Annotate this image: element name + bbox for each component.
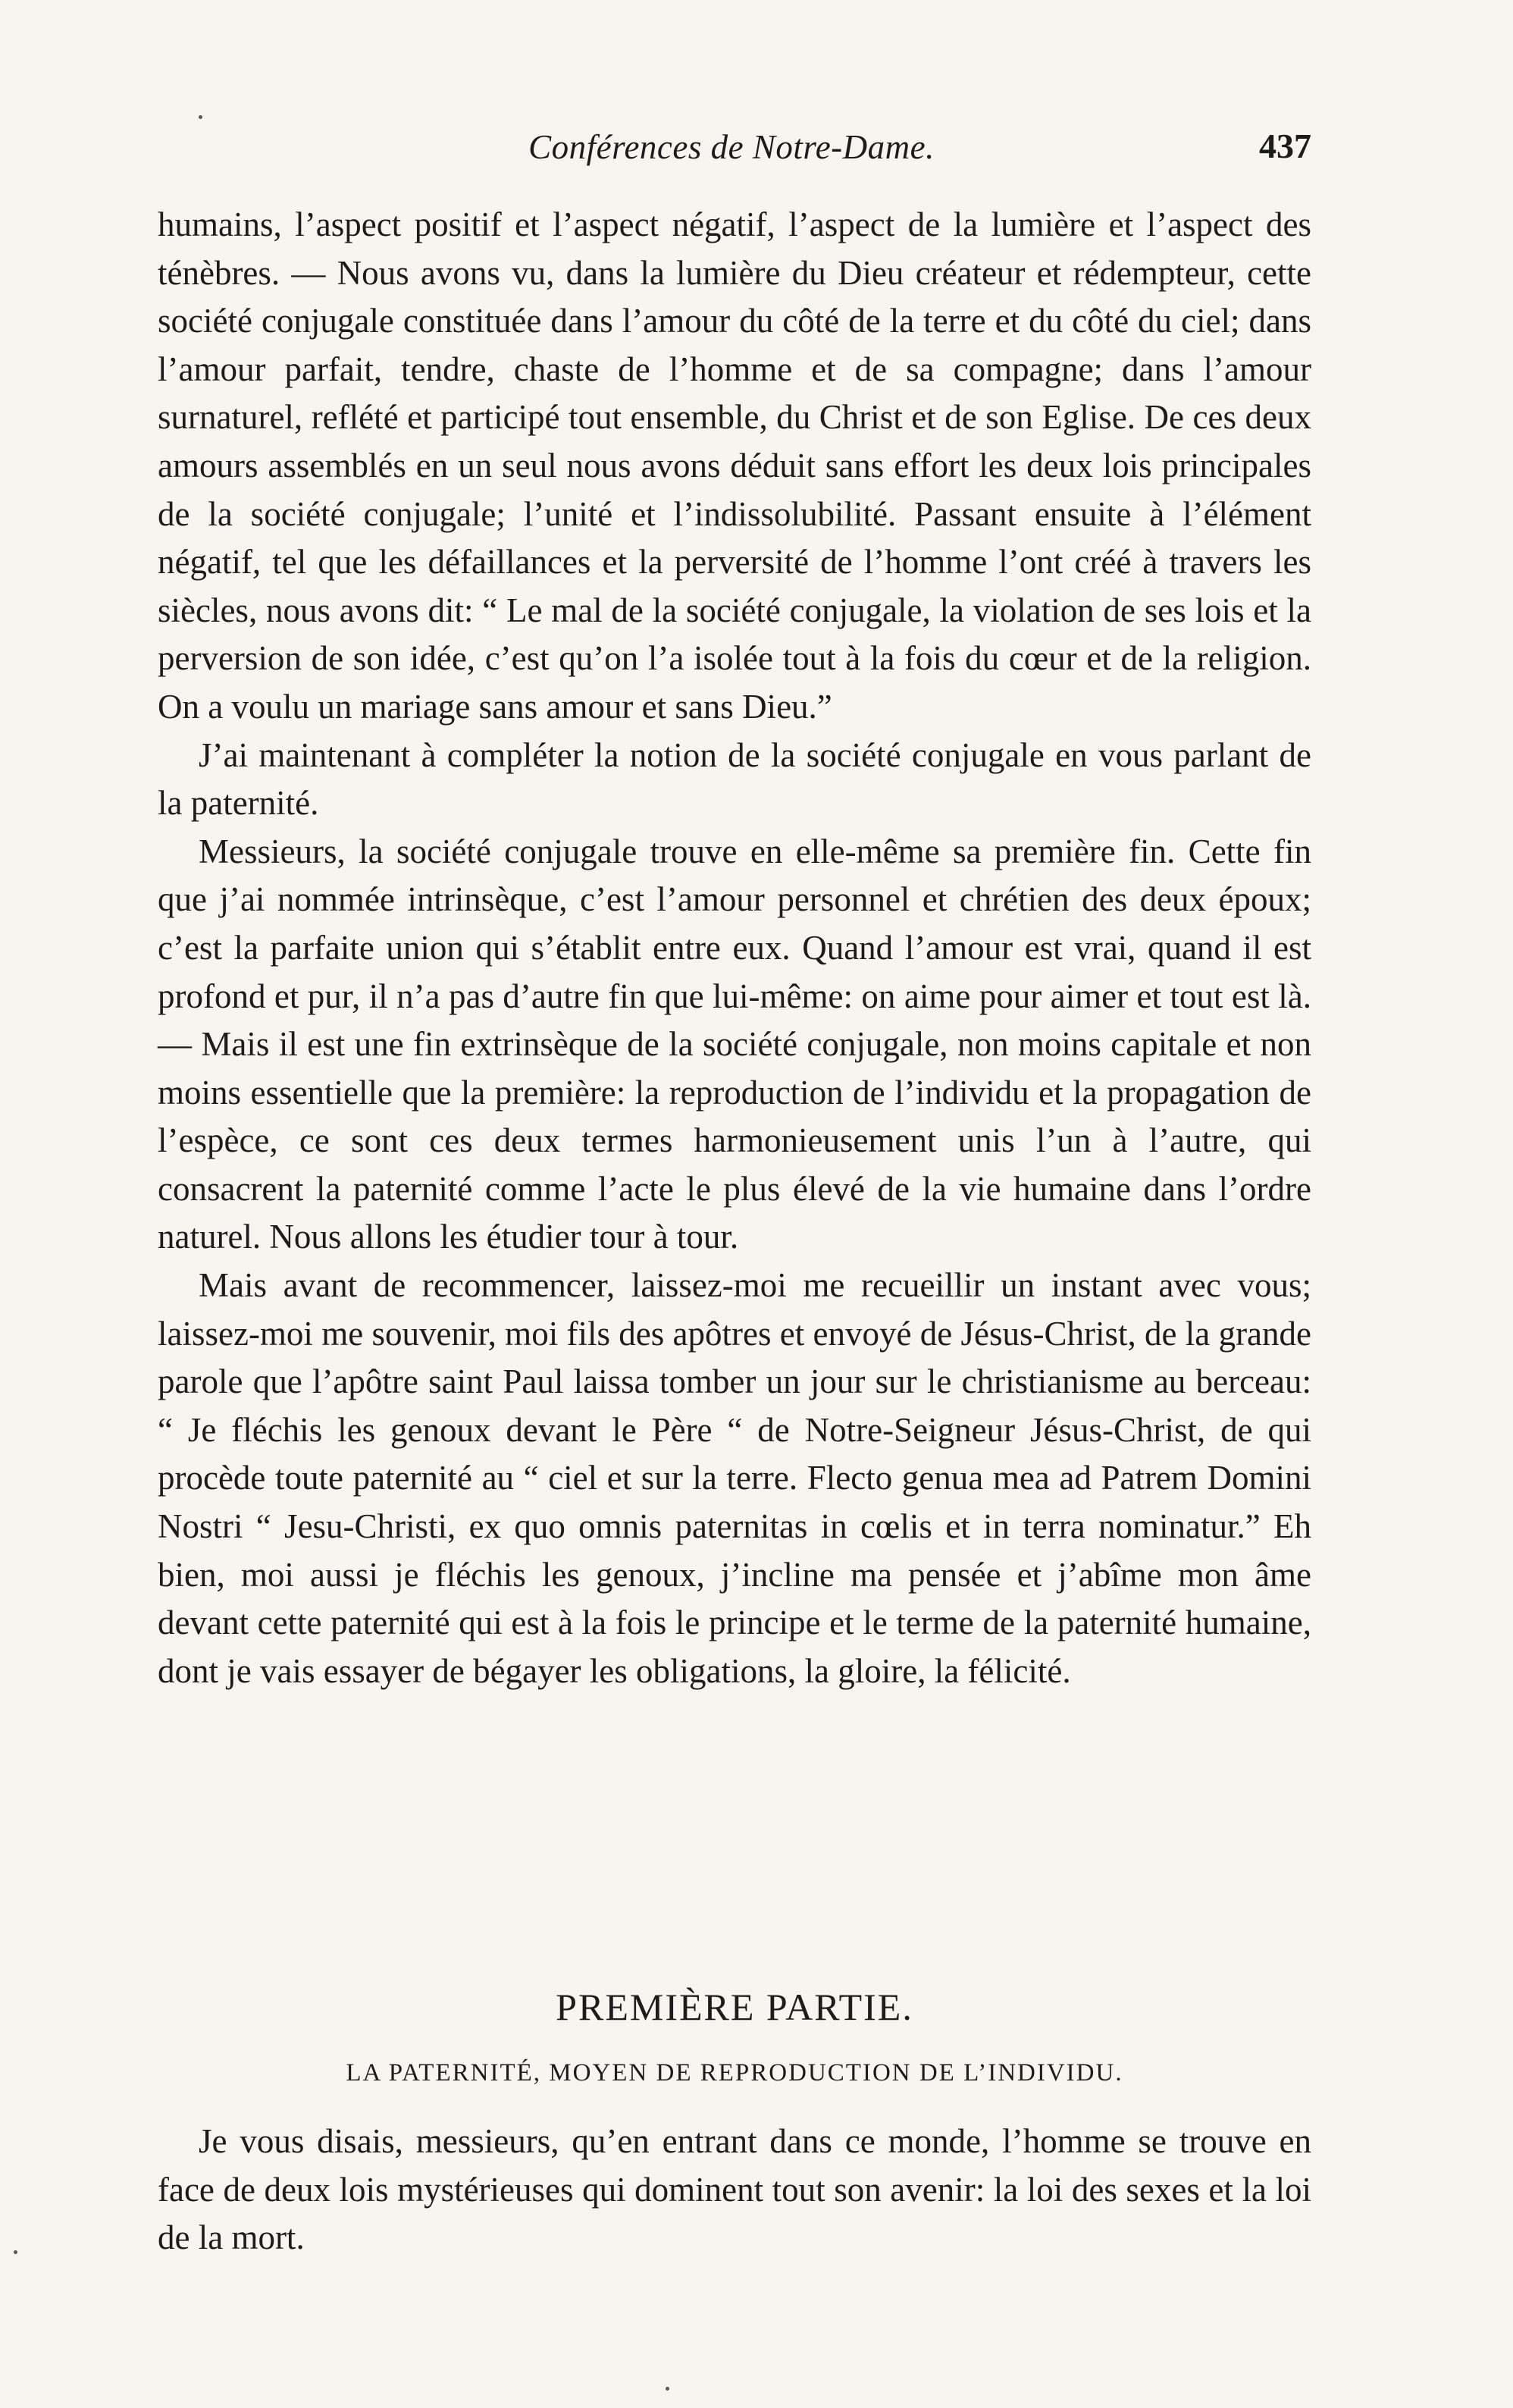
- running-title: Conférences de Notre-Dame.: [528, 128, 935, 166]
- paragraph-5: Je vous disais, messieurs, qu’en entrant dans ce monde, l’homme se trouve en face de deux lois mystérieuses qui dominent tout son avenir: la loi des sexes et la loi de la mort.: [158, 2122, 1311, 2257]
- print-speck: [199, 115, 202, 119]
- paragraph-4: Mais avant de recommencer, laissez-moi me recueillir un instant avec vous; laissez-moi me souvenir, moi fils des apôtres et envoyé de Jésus-Christ, de la grande parole que l’apôtre saint Paul laissa tomber un jour sur le christianisme au berceau: “ Je fléchis les genoux devant le Père “ de Notre-Seigneur Jésus-Christ, de qui procède toute paternité au “ ciel et sur la terre. Flecto genua mea ad Patrem Domini Nostri “ Jesu-Christi, ex quo omnis paternitas in cœlis et in terra nominatur.” Eh bien, moi aussi je fléchis les genoux, j’incline ma pensée et j’abîme mon âme devant cette paternité qui est à la fois le principe et le terme de la paternité humaine, dont je vais essayer de bégayer les obligations, la gloire, la félicité.: [158, 1266, 1311, 1690]
- print-speck: [14, 2250, 17, 2254]
- print-speck: [666, 2387, 669, 2391]
- section-subtitle: LA PATERNITÉ, MOYEN DE REPRODUCTION DE L’INDIVIDU.: [346, 2059, 1123, 2087]
- page-number: 437: [1259, 127, 1311, 165]
- paragraph-2: J’ai maintenant à compléter la notion de la société conjugale en vous parlant de la paternité.: [158, 735, 1311, 823]
- body-text: [158, 201, 1311, 1695]
- paragraph-1: humains, l’aspect positif et l’aspect négatif, l’aspect de la lumière et l’aspect des ténèbres. — Nous avons vu, dans la lumière du Dieu créateur et rédempteur, cette société conjugale constituée dans l’amour du côté de la terre et du côté du ciel; dans l’amour parfait, tendre, chaste de l’homme et de sa compagne; dans l’amour surnaturel, reflété et participé tout ensemble, du Christ et de son Eglise. De ces deux amours assemblés en un seul nous avons déduit sans effort les deux lois principales de la société conjugale; l’unité et l’indissolubilité. Passant ensuite à l’élément négatif, tel que les défaillances et la perversité de l’homme l’ont créé à travers les siècles, nous avons dit: “ Le mal de la société conjugale, la violation de ses lois et la perversion de son idée, c’est qu’on l’a isolée tout à la fois du cœur et de la religion. On a voulu un mariage sans amour et sans Dieu.”: [158, 205, 1311, 726]
- closing-text: [158, 2118, 1311, 2262]
- page-header: [152, 121, 1311, 174]
- section-title: PREMIÈRE PARTIE.: [556, 1986, 913, 2028]
- paragraph-3: Messieurs, la société conjugale trouve en elle-même sa première fin. Cette fin que j’ai nommée intrinsèque, c’est l’amour personnel et chrétien des deux époux; c’est la parfaite union qui s’établit entre eux. Quand l’amour est vrai, quand il est profond et pur, il n’a pas d’autre fin que lui-même: on aime pour aimer et tout est là. — Mais il est une fin extrinsèque de la société conjugale, non moins capitale et non moins essentielle que la première: la reproduction de l’individu et la propagation de l’espèce, ce sont ces deux termes harmonieusement unis l’un à l’autre, qui consacrent la paternité comme l’acte le plus élevé de la vie humaine dans l’ordre naturel. Nous allons les étudier tour à tour.: [158, 832, 1311, 1256]
